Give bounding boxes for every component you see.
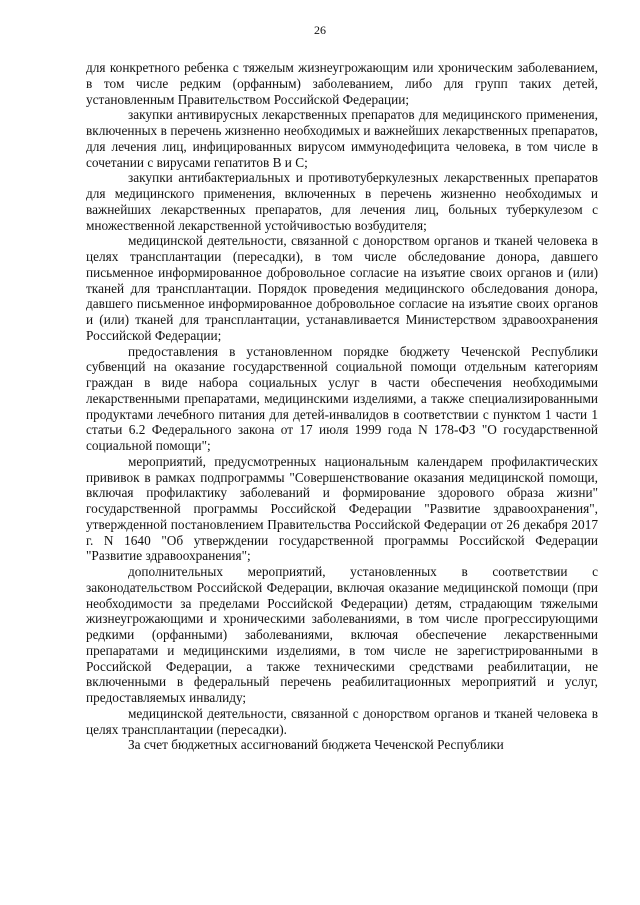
- paragraph: предоставления в установленном порядке бюджету Чеченской Республики субвенций на оказание государственной социальной помощи отдельным категориям граждан в виде набора социальных услуг в части обеспечения необходимыми лекарственными препаратами, медицинскими изделиями, а также специализированными продуктами лечебного питания для детей-инвалидов в соответствии с пунктом 1 части 1 статьи 6.2 Федерального закона от 17 июля 1999 года N 178-ФЗ "О государственной социальной помощи";: [86, 343, 598, 453]
- paragraph: медицинской деятельности, связанной с донорством органов и тканей человека в целях трансплантации (пересадки).: [86, 705, 598, 737]
- page-number: 26: [314, 23, 326, 37]
- paragraph: дополнительных мероприятий, установленных в соответствии с законодательством Российской Федерации, включая оказание медицинской помощи (при необходимости за пределами Российской Федерации) детям, страдающим тяжелыми жизнеугрожающими и хроническими заболеваниями, в том числе прогрессирующими редкими (орфанными) заболеваниями, включая обеспечение лекарственными препаратами и медицинскими изделиями, в том числе не зарегистрированными в Российской Федерации, а также техническими средствами реабилитации, не включенными в федеральный перечень реабилитационных мероприятий и услуг, предоставляемых инвалиду;: [86, 564, 598, 705]
- paragraph: закупки антибактериальных и противотуберкулезных лекарственных препаратов для медицинского применения, включенных в перечень жизненно необходимых и важнейших лекарственных препаратов, для лечения лиц, больных туберкулезом с множественной лекарственной устойчивостью возбудителя;: [86, 170, 598, 233]
- document-body: [86, 60, 598, 753]
- paragraph: мероприятий, предусмотренных национальным календарем профилактических прививок в рамках подпрограммы "Совершенствование оказания медицинской помощи, включая профилактику заболеваний и формирование здорового образа жизни" государственной программы Российской Федерации "Развитие здравоохранения", утвержденной постановлением Правительства Российской Федерации от 26 декабря 2017 г. N 1640 "Об утверждении государственной программы Российской Федерации "Развитие здравоохранения";: [86, 453, 598, 564]
- paragraph: медицинской деятельности, связанной с донорством органов и тканей человека в целях трансплантации (пересадки), в том числе обследование донора, давшего письменное информированное добровольное согласие на изъятие своих органов и (или) тканей для трансплантации. Порядок проведения медицинского обследования донора, давшего письменное информированное добровольное согласие на изъятие своих органов и (или) тканей для трансплантации, устанавливается Министерством здравоохранения Российской Федерации;: [86, 233, 598, 343]
- paragraph: для конкретного ребенка с тяжелым жизнеугрожающим или хроническим заболеванием, в том числе редким (орфанным) заболеванием, либо для групп таких детей, установленным Правительством Российской Федерации;: [86, 60, 598, 107]
- paragraph: За счет бюджетных ассигнований бюджета Чеченской Республики: [128, 737, 504, 753]
- paragraph: закупки антивирусных лекарственных препаратов для медицинского применения, включенных в перечень жизненно необходимых и важнейших лекарственных препаратов, для лечения лиц, инфицированных вирусом иммунодефицита человека, в том числе в сочетании с вирусами гепатитов B и C;: [86, 107, 598, 170]
